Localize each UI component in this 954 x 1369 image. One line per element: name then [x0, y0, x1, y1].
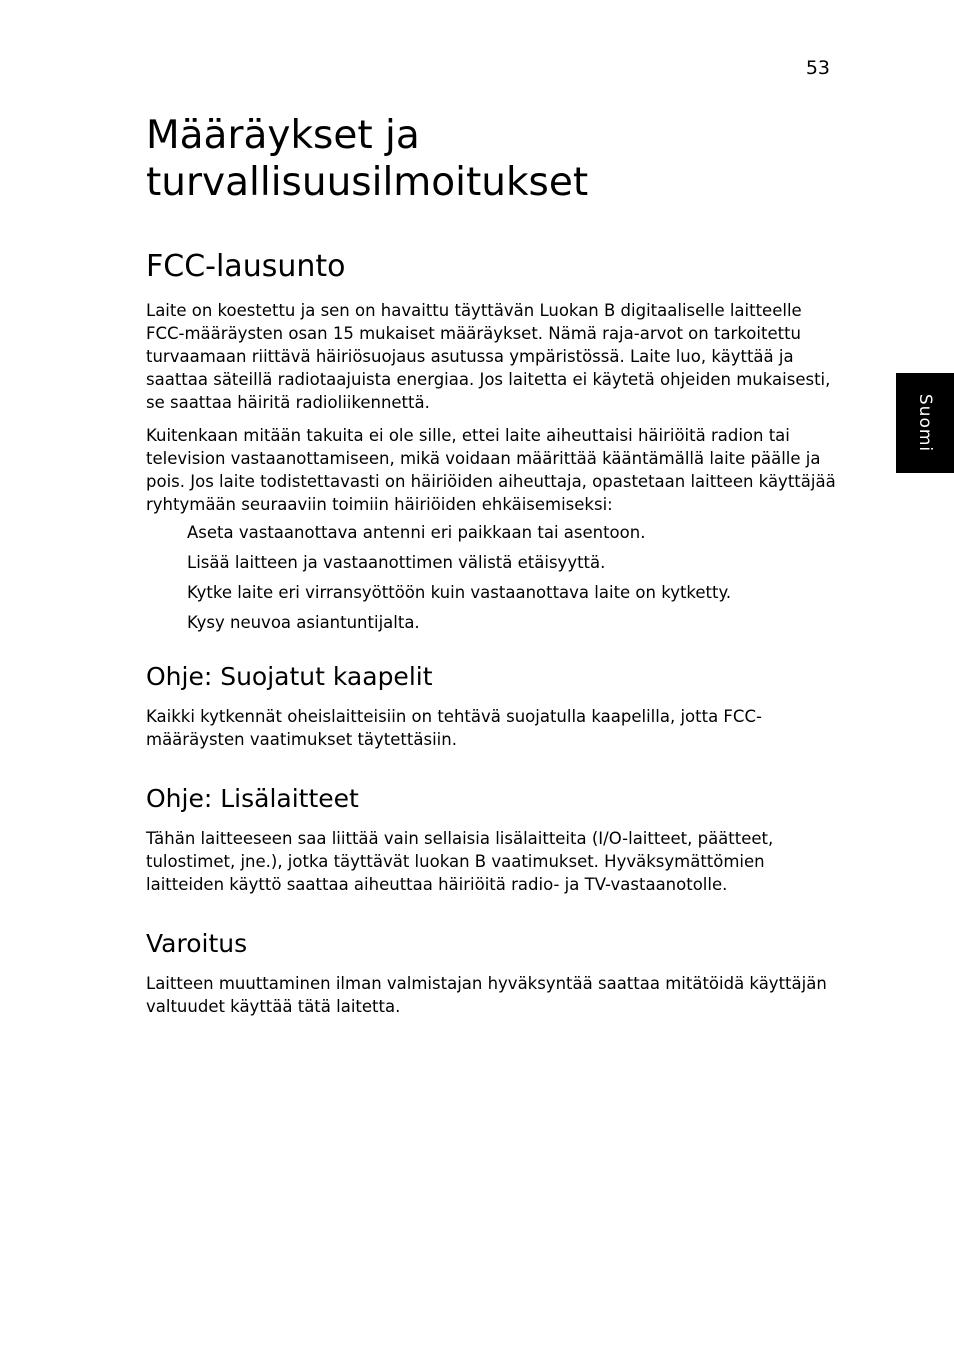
- list-item: Kysy neuvoa asiantuntijalta.: [187, 613, 420, 632]
- page-content: [146, 112, 836, 1018]
- list-item: Aseta vastaanottava antenni eri paikkaan tai asentoon.: [187, 523, 646, 542]
- side-tab-label: Suomi: [915, 393, 935, 453]
- warning-paragraph: Laitteen muuttaminen ilman valmistajan hyväksyntää saattaa mitätöidä käyttäjän valtuudet käyttää tätä laitetta.: [146, 974, 827, 1016]
- page-title-line-1: Määräykset ja: [146, 113, 420, 158]
- peripherals-paragraph: Tähän laitteeseen saa liittää vain sellaisia lisälaitteita (I/O-laitteet, päätteet, tulostimet, jne.), jotka täyttävät luokan B vaatimukset. Hyväksymättömien laitteiden käyttö saattaa aiheuttaa häiriöitä radio- ja TV-vastaanotolle.: [146, 829, 774, 894]
- fcc-paragraph-1: Laite on koestettu ja sen on havaittu täyttävän Luokan B digitaaliselle laitteelle FCC-määräysten osan 15 mukaiset määräykset. Nämä raja-arvot on tarkoitettu turvaamaan riittävä häiriösuojaus asutussa ympäristössä. Laite luo, käyttää ja saattaa säteillä radiotaajuista energiaa. Jos laitetta ei käytetä ohjeiden mukaisesti, se saattaa häiritä radioliikennettä.: [146, 301, 831, 412]
- list-item: Kytke laite eri virransyöttöön kuin vastaanottava laite on kytketty.: [187, 583, 732, 602]
- language-side-tab: [896, 373, 954, 473]
- shielded-cables-section: [146, 661, 836, 751]
- fcc-heading: FCC-lausunto: [146, 249, 346, 284]
- page-number: 53: [805, 57, 830, 79]
- fcc-measures-list: [146, 521, 836, 634]
- peripherals-section: [146, 783, 836, 896]
- list-item: Lisää laitteen ja vastaanottimen välistä etäisyyttä.: [187, 553, 606, 572]
- page-title: [146, 112, 836, 206]
- fcc-paragraph-2: Kuitenkaan mitään takuita ei ole sille, ettei laite aiheuttaisi häiriöitä radion tai television vastaanottamiseen, mikä voidaan määrittää kääntämällä laite päälle ja pois. Jos laite todistettavasti on häiriöiden aiheuttaja, opastetaan laitteen käyttäjää ryhtymään seuraaviin toimiin häiriöiden ehkäisemiseksi:: [146, 426, 836, 514]
- page-title-line-2: turvallisuusilmoitukset: [146, 160, 589, 205]
- peripherals-heading: Ohje: Lisälaitteet: [146, 784, 359, 813]
- warning-heading: Varoitus: [146, 929, 248, 958]
- fcc-section: [146, 248, 836, 634]
- shielded-cables-paragraph: Kaikki kytkennät oheislaitteisiin on tehtävä suojatulla kaapelilla, jotta FCC-määräysten vaatimukset täytettäsiin.: [146, 707, 762, 749]
- warning-section: [146, 928, 836, 1018]
- shielded-cables-heading: Ohje: Suojatut kaapelit: [146, 662, 433, 691]
